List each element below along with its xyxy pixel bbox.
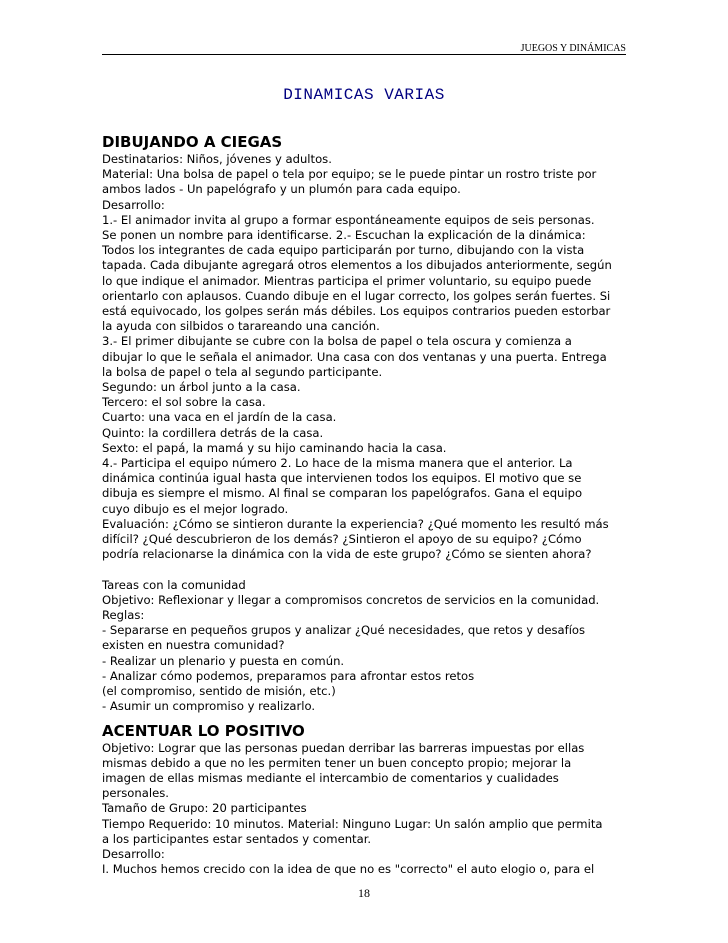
text-line: Desarrollo: <box>102 197 165 212</box>
text-line: Se ponen un nombre para identificarse. 2.- Escuchan la explicación de la dinámica: <box>102 228 586 243</box>
text-line: ambos lados - Un papelógrafo y un plumón para cada equipo. <box>102 182 461 197</box>
text-line: - Analizar cómo podemos, preparamos para afrontar estos retos <box>102 668 475 683</box>
text-line: Quinto: la cordillera detrás de la casa. <box>102 425 324 440</box>
text-line: tapada. Cada dibujante agregará otros elementos a los dibujados anteriormente, según <box>102 258 612 273</box>
text-line: Tercero: el sol sobre la casa. <box>102 395 266 410</box>
text-line: la bolsa de papel o tela al segundo participante. <box>102 364 383 379</box>
text-line: Todos los integrantes de cada equipo participarán por turno, dibujando con la vista <box>102 243 585 258</box>
text-line: Destinatarios: Niños, jóvenes y adultos. <box>102 152 332 166</box>
body-content <box>102 132 632 877</box>
text-line: 3.- El primer dibujante se cubre con la bolsa de papel o tela oscura y comienza a <box>102 334 572 349</box>
section-dibujando-body <box>102 152 632 562</box>
page-title: DINAMICAS VARIAS <box>283 86 445 104</box>
text-line: a los participantes estar sentados y comentar. <box>102 831 372 846</box>
text-line: 4.- Participa el equipo número 2. Lo hace de la misma manera que el anterior. La <box>102 456 573 471</box>
text-line: - Realizar un plenario y puesta en común. <box>102 653 345 668</box>
text-line: mismas debido a que no les permiten tener un buen concepto propio; mejorar la <box>102 755 572 770</box>
text-line: difícil? ¿Qué descubrieron de los demás? ¿Sintieron el apoyo de su equipo? ¿Cómo <box>102 532 582 547</box>
text-line: (el compromiso, sentido de misión, etc.) <box>102 684 336 699</box>
section-heading-dibujando: DIBUJANDO A CIEGAS <box>102 133 283 151</box>
text-line: Objetivo: Lograr que las personas puedan derribar las barreras impuestas por ellas <box>102 740 585 755</box>
section-heading-acentuar: ACENTUAR LO POSITIVO <box>102 721 305 740</box>
text-line: I. Muchos hemos crecido con la idea de que no es "correcto" el auto elogio o, para el <box>102 862 595 877</box>
text-line: Segundo: un árbol junto a la casa. <box>102 380 301 395</box>
text-line: cuyo dibujo es el mejor logrado. <box>102 501 289 516</box>
text-line: - Asumir un compromiso y realizarlo. <box>102 699 316 714</box>
text-line: 1.- El animador invita al grupo a formar espontáneamente equipos de seis personas. <box>102 212 595 227</box>
text-line: Evaluación: ¿Cómo se sintieron durante la experiencia? ¿Qué momento les resultó más <box>102 516 609 531</box>
text-line: orientarlo con aplausos. Cuando dibuje en el lugar correcto, los golpes serán fuertes. Si <box>102 288 611 303</box>
text-line: lo que indique el animador. Mientras participa el primer voluntario, su equipo puede <box>102 273 592 288</box>
text-line: existen en nuestra comunidad? <box>102 638 285 653</box>
text-line: dinámica continúa igual hasta que intervienen todos los equipos. El motivo que se <box>102 471 582 486</box>
text-line: dibuja es siempre el mismo. Al final se comparan los papelógrafos. Gana el equipo <box>102 486 583 501</box>
header-rule <box>102 54 626 55</box>
text-line: Tamaño de Grupo: 20 participantes <box>102 801 307 816</box>
text-line: imagen de ellas mismas mediante el intercambio de comentarios y cualidades <box>102 770 559 785</box>
text-line: Material: Una bolsa de papel o tela por equipo; se le puede pintar un rostro triste por <box>102 167 597 182</box>
text-line: Objetivo: Reflexionar y llegar a compromisos concretos de servicios en la comunidad. <box>102 592 600 607</box>
text-line: Tareas con la comunidad <box>102 577 246 592</box>
text-line: está equivocado, los golpes serán más débiles. Los equipos contrarios pueden estorbar <box>102 304 611 319</box>
spacer <box>102 562 632 577</box>
text-line: Reglas: <box>102 608 145 623</box>
text-line: Tiempo Requerido: 10 minutos. Material: Ninguno Lugar: Un salón amplio que permita <box>102 816 603 831</box>
text-line: la ayuda con silbidos o tarareando una canción. <box>102 319 380 334</box>
page-number: 18 <box>358 886 370 900</box>
text-line: podría relacionarse la dinámica con la vida de este grupo? ¿Cómo se sienten ahora? <box>102 547 592 562</box>
text-line: Desarrollo: <box>102 846 165 861</box>
running-header: JUEGOS Y DINÁMICAS <box>520 43 626 54</box>
section-tareas-body <box>102 578 632 715</box>
text-line: - Separarse en pequeños grupos y analizar ¿Qué necesidades, que retos y desafíos <box>102 623 586 638</box>
text-line: personales. <box>102 786 169 801</box>
section-acentuar-body <box>102 741 632 878</box>
text-line: Cuarto: una vaca en el jardín de la casa. <box>102 410 337 425</box>
text-line: Sexto: el papá, la mamá y su hijo caminando hacia la casa. <box>102 440 447 455</box>
text-line: dibujar lo que le señala el animador. Una casa con dos ventanas y una puerta. Entrega <box>102 349 607 364</box>
